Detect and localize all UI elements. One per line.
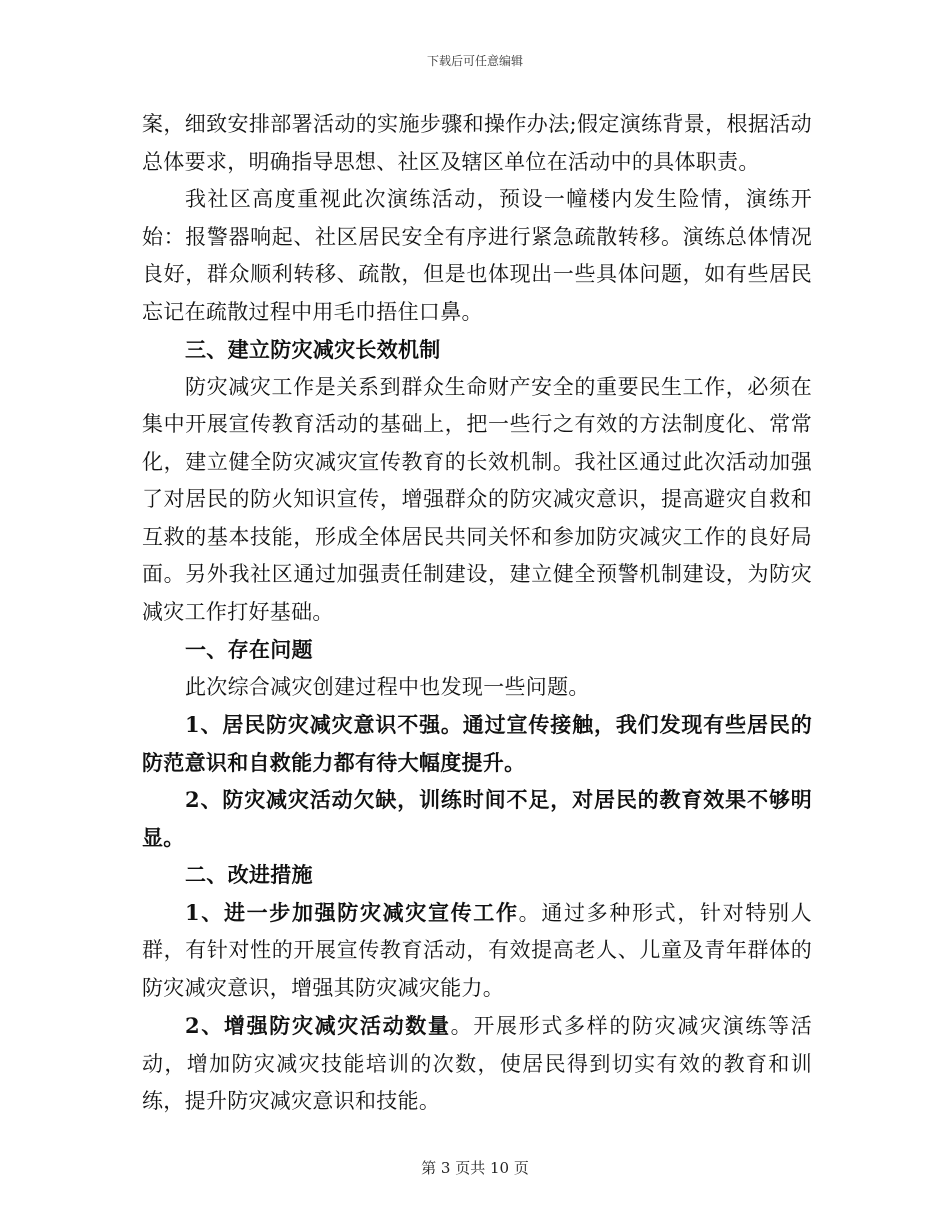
paragraph-3: 防灾减灾工作是关系到群众生命财产安全的重要民生工作，必须在集中开展宣传教育活动的基础上，把一些行之有效的方法制度化、常常化，建立健全防灾减灾宣传教育的长效机制。我社区通过此次活动加强了对居民的防火知识宣传，增强群众的防灾减灾意识，提高避灾自救和互救的基本技能，形成全体居民共同关怀和参加防灾减灾工作的良好局面。另外我社区通过加强责任制建设，建立健全预警机制建设，为防灾减灾工作打好基础。: [142, 374, 812, 624]
section-heading-1: 一、存在问题: [185, 637, 313, 662]
section-heading-2: 二、改进措施: [185, 862, 313, 887]
paragraph-7-lead: 1、进一步加强防灾减灾宣传工作: [185, 899, 519, 925]
paragraph-4: 此次综合减灾创建过程中也发现一些问题。: [185, 674, 590, 699]
paragraph-8-rest: 。开展形式多样的防灾减灾演练等活动，增加防灾减灾技能培训的次数，使居民得到切实有效的教育和训练，提升防灾减灾意识和技能。: [142, 1014, 812, 1113]
paragraph-7: [142, 894, 812, 1008]
paragraph-5: 1、居民防灾减灾意识不强。通过宣传接触，我们发现有些居民的防范意识和自救能力都有待大幅度提升。: [142, 712, 812, 775]
paragraph-6: 2、防灾减灾活动欠缺，训练时间不足，对居民的教育效果不够明显。: [142, 787, 812, 850]
paragraph-2: 我社区高度重视此次演练活动，预设一幢楼内发生险情，演练开始：报警器响起、社区居民安全有序进行紧急疏散转移。演练总体情况良好，群众顺利转移、疏散，但是也体现出一些具体问题，如有些居民忘记在疏散过程中用毛巾捂住口鼻。: [142, 187, 812, 324]
page-header: 下载后可任意编辑: [426, 54, 523, 68]
paragraph-8: [142, 1007, 812, 1121]
document-body: [142, 106, 812, 1121]
page-footer: 第 3 页共 10 页: [421, 1159, 529, 1177]
section-heading-3: 三、建立防灾减灾长效机制: [185, 337, 441, 362]
paragraph-1: 案，细致安排部署活动的实施步骤和操作办法;假定演练背景，根据活动总体要求，明确指导思想、社区及辖区单位在活动中的具体职责。: [142, 112, 812, 174]
paragraph-7-rest: 。通过多种形式，针对特别人群，有针对性的开展宣传教育活动，有效提高老人、儿童及青年群体的防灾减灾意识，增强其防灾减灾能力。: [142, 900, 812, 1000]
paragraph-8-lead: 2、增强防灾减灾活动数量: [185, 1013, 451, 1038]
